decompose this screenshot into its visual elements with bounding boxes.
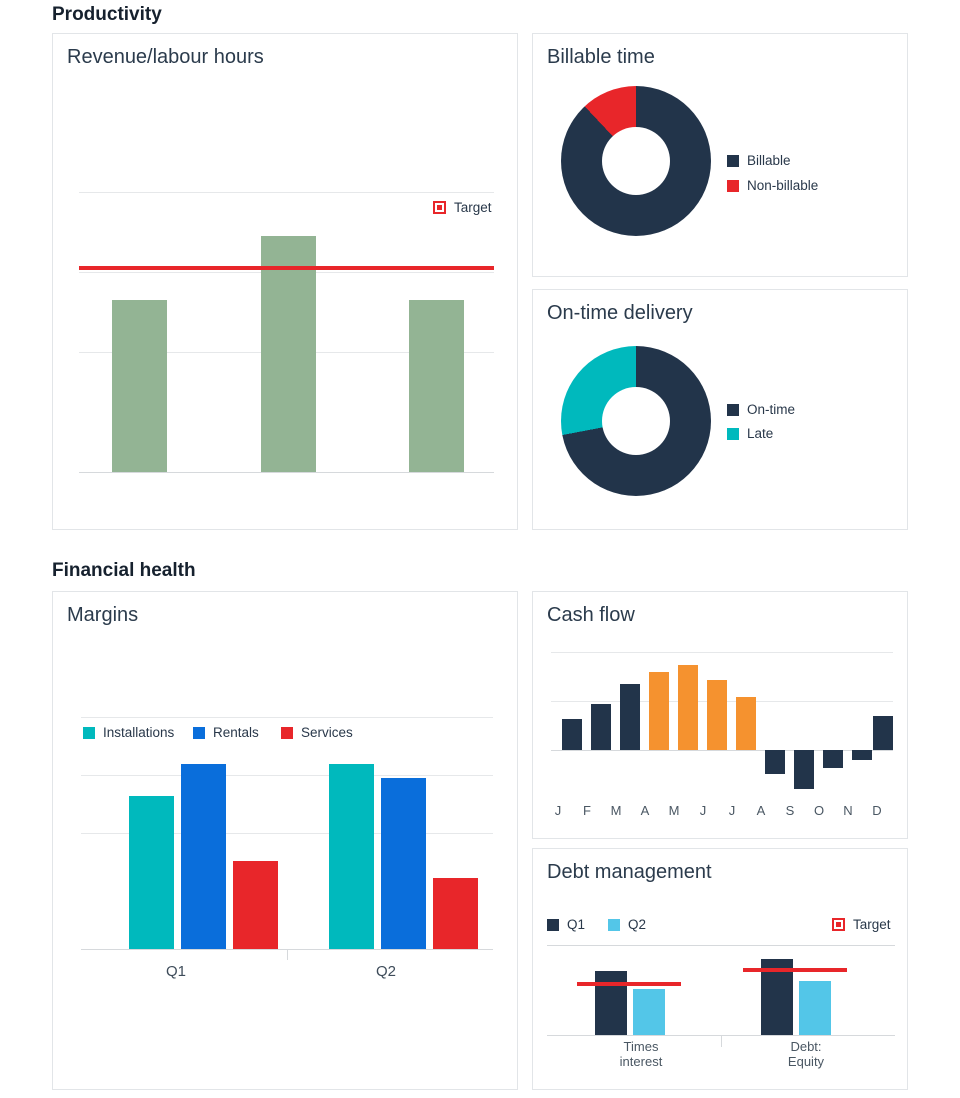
- gridline: [551, 652, 893, 653]
- chart-on-time-delivery: [561, 346, 711, 496]
- legend-label-target: Target: [454, 200, 492, 215]
- bar-q2-rentals: [381, 778, 426, 949]
- top-axis: [547, 945, 895, 946]
- card-title-revenue-labour-hours: Revenue/labour hours: [67, 46, 264, 68]
- target-line-times-interest: [577, 982, 681, 986]
- bar-q2-installations: [329, 764, 374, 949]
- legend-label-billable: Billable: [747, 153, 791, 168]
- gridline: [79, 192, 494, 193]
- swatch-icon-q1: [547, 919, 559, 931]
- bar-feb: [591, 704, 611, 750]
- legend-label-q1: Q1: [567, 917, 586, 932]
- card-title-debt-management: Debt management: [547, 861, 712, 883]
- bar-debt-equity-q2: [799, 981, 831, 1035]
- donut-hole: [602, 387, 670, 455]
- legend-label-installations: Installations: [103, 725, 175, 740]
- legend-label-rentals: Rentals: [213, 725, 259, 740]
- chart-revenue-labour-hours: [79, 154, 494, 474]
- card-on-time-delivery: [532, 289, 908, 530]
- bar-dec: [873, 716, 893, 750]
- x-tick-label-times-interest-line2: interest: [619, 1054, 663, 1069]
- legend-item-target[interactable]: [433, 200, 492, 215]
- gridline: [81, 717, 493, 718]
- x-tick-label-debt-equity-line1: Debt:: [790, 1039, 822, 1054]
- bar-q1-services: [233, 861, 278, 949]
- x-tick-label-n: N: [843, 803, 853, 818]
- bar-mar: [620, 684, 640, 750]
- card-debt-management: [532, 848, 908, 1090]
- x-tick-label-f: F: [583, 803, 591, 818]
- bar-jan: [562, 719, 582, 750]
- x-tick-label-a2: A: [756, 803, 766, 818]
- legend-item-q1[interactable]: [547, 917, 585, 932]
- chart-margins: [81, 717, 493, 949]
- legend-item-non-billable[interactable]: [727, 178, 818, 193]
- swatch-icon-billable: [727, 155, 739, 167]
- x-tick-label-times-interest: [581, 1039, 701, 1069]
- card-margins: [52, 591, 518, 1090]
- chart-cash-flow: [551, 652, 893, 797]
- legend-item-on-time[interactable]: [727, 402, 795, 417]
- x-tick-label-debt-equity: [746, 1039, 866, 1069]
- target-swatch-icon: [433, 201, 446, 214]
- bar-may: [678, 665, 698, 750]
- bar-q1: [112, 300, 167, 472]
- bar-q3: [409, 300, 464, 472]
- legend-item-target-debt[interactable]: [832, 917, 891, 932]
- legend-item-q2[interactable]: [608, 917, 646, 932]
- swatch-icon-non-billable: [727, 180, 739, 192]
- target-swatch-icon: [832, 918, 845, 931]
- x-tick-label-d: D: [872, 803, 882, 818]
- card-cash-flow: [532, 591, 908, 839]
- axis-tick: [287, 949, 288, 960]
- legend-label-q2: Q2: [628, 917, 647, 932]
- bar-nov: [852, 750, 872, 760]
- bar-jul: [736, 697, 756, 750]
- card-title-on-time-delivery: On-time delivery: [547, 302, 693, 324]
- swatch-icon-on-time: [727, 404, 739, 416]
- x-tick-label-times-interest-line1: Times: [623, 1039, 659, 1054]
- x-tick-label-debt-equity-line2: Equity: [787, 1054, 825, 1069]
- x-tick-label-m2: M: [668, 803, 680, 818]
- axis-tick: [721, 1035, 722, 1047]
- legend-label-services: Services: [301, 725, 353, 740]
- card-billable-time: [532, 33, 908, 277]
- x-tick-label-q1: Q1: [165, 963, 186, 980]
- bar-q2: [261, 236, 316, 472]
- bar-q1-rentals: [181, 764, 226, 949]
- chart-billable-time: [561, 86, 711, 236]
- bar-apr: [649, 672, 669, 750]
- bar-times-interest-q1: [595, 971, 627, 1035]
- bar-aug: [765, 750, 785, 774]
- bar-sep: [794, 750, 814, 789]
- x-tick-label-a1: A: [640, 803, 650, 818]
- legend-label-late: Late: [747, 426, 774, 441]
- card-title-billable-time: Billable time: [547, 46, 655, 68]
- x-tick-label-j1: J: [554, 803, 562, 818]
- legend-label-on-time: On-time: [747, 402, 796, 417]
- card-revenue-labour-hours: [52, 33, 518, 530]
- legend-label-non-billable: Non-billable: [747, 178, 819, 193]
- target-line: [79, 266, 494, 270]
- x-tick-label-s: S: [785, 803, 795, 818]
- swatch-icon-q2: [608, 919, 620, 931]
- gridline: [81, 775, 493, 776]
- section-title-financial-health: Financial health: [52, 560, 196, 581]
- x-tick-label-j2: J: [699, 803, 707, 818]
- x-tick-label-m1: M: [610, 803, 622, 818]
- chart-debt-management: [547, 945, 895, 1035]
- x-tick-label-o: O: [813, 803, 825, 818]
- card-title-cash-flow: Cash flow: [547, 604, 635, 626]
- swatch-icon-late: [727, 428, 739, 440]
- bar-q2-services: [433, 878, 478, 949]
- bar-jun: [707, 680, 727, 750]
- x-tick-label-j3: J: [728, 803, 736, 818]
- section-title-productivity: Productivity: [52, 4, 162, 25]
- bar-oct: [823, 750, 843, 768]
- bar-times-interest-q2: [633, 989, 665, 1035]
- x-tick-label-q2: Q2: [375, 963, 396, 980]
- bar-q1-installations: [129, 796, 174, 949]
- legend-label-target-debt: Target: [853, 917, 891, 932]
- legend-item-billable[interactable]: [727, 153, 791, 168]
- legend-item-late[interactable]: [727, 426, 773, 441]
- x-axis: [79, 472, 494, 473]
- card-title-margins: Margins: [67, 604, 139, 626]
- donut-hole: [602, 127, 670, 195]
- target-line-debt-equity: [743, 968, 847, 972]
